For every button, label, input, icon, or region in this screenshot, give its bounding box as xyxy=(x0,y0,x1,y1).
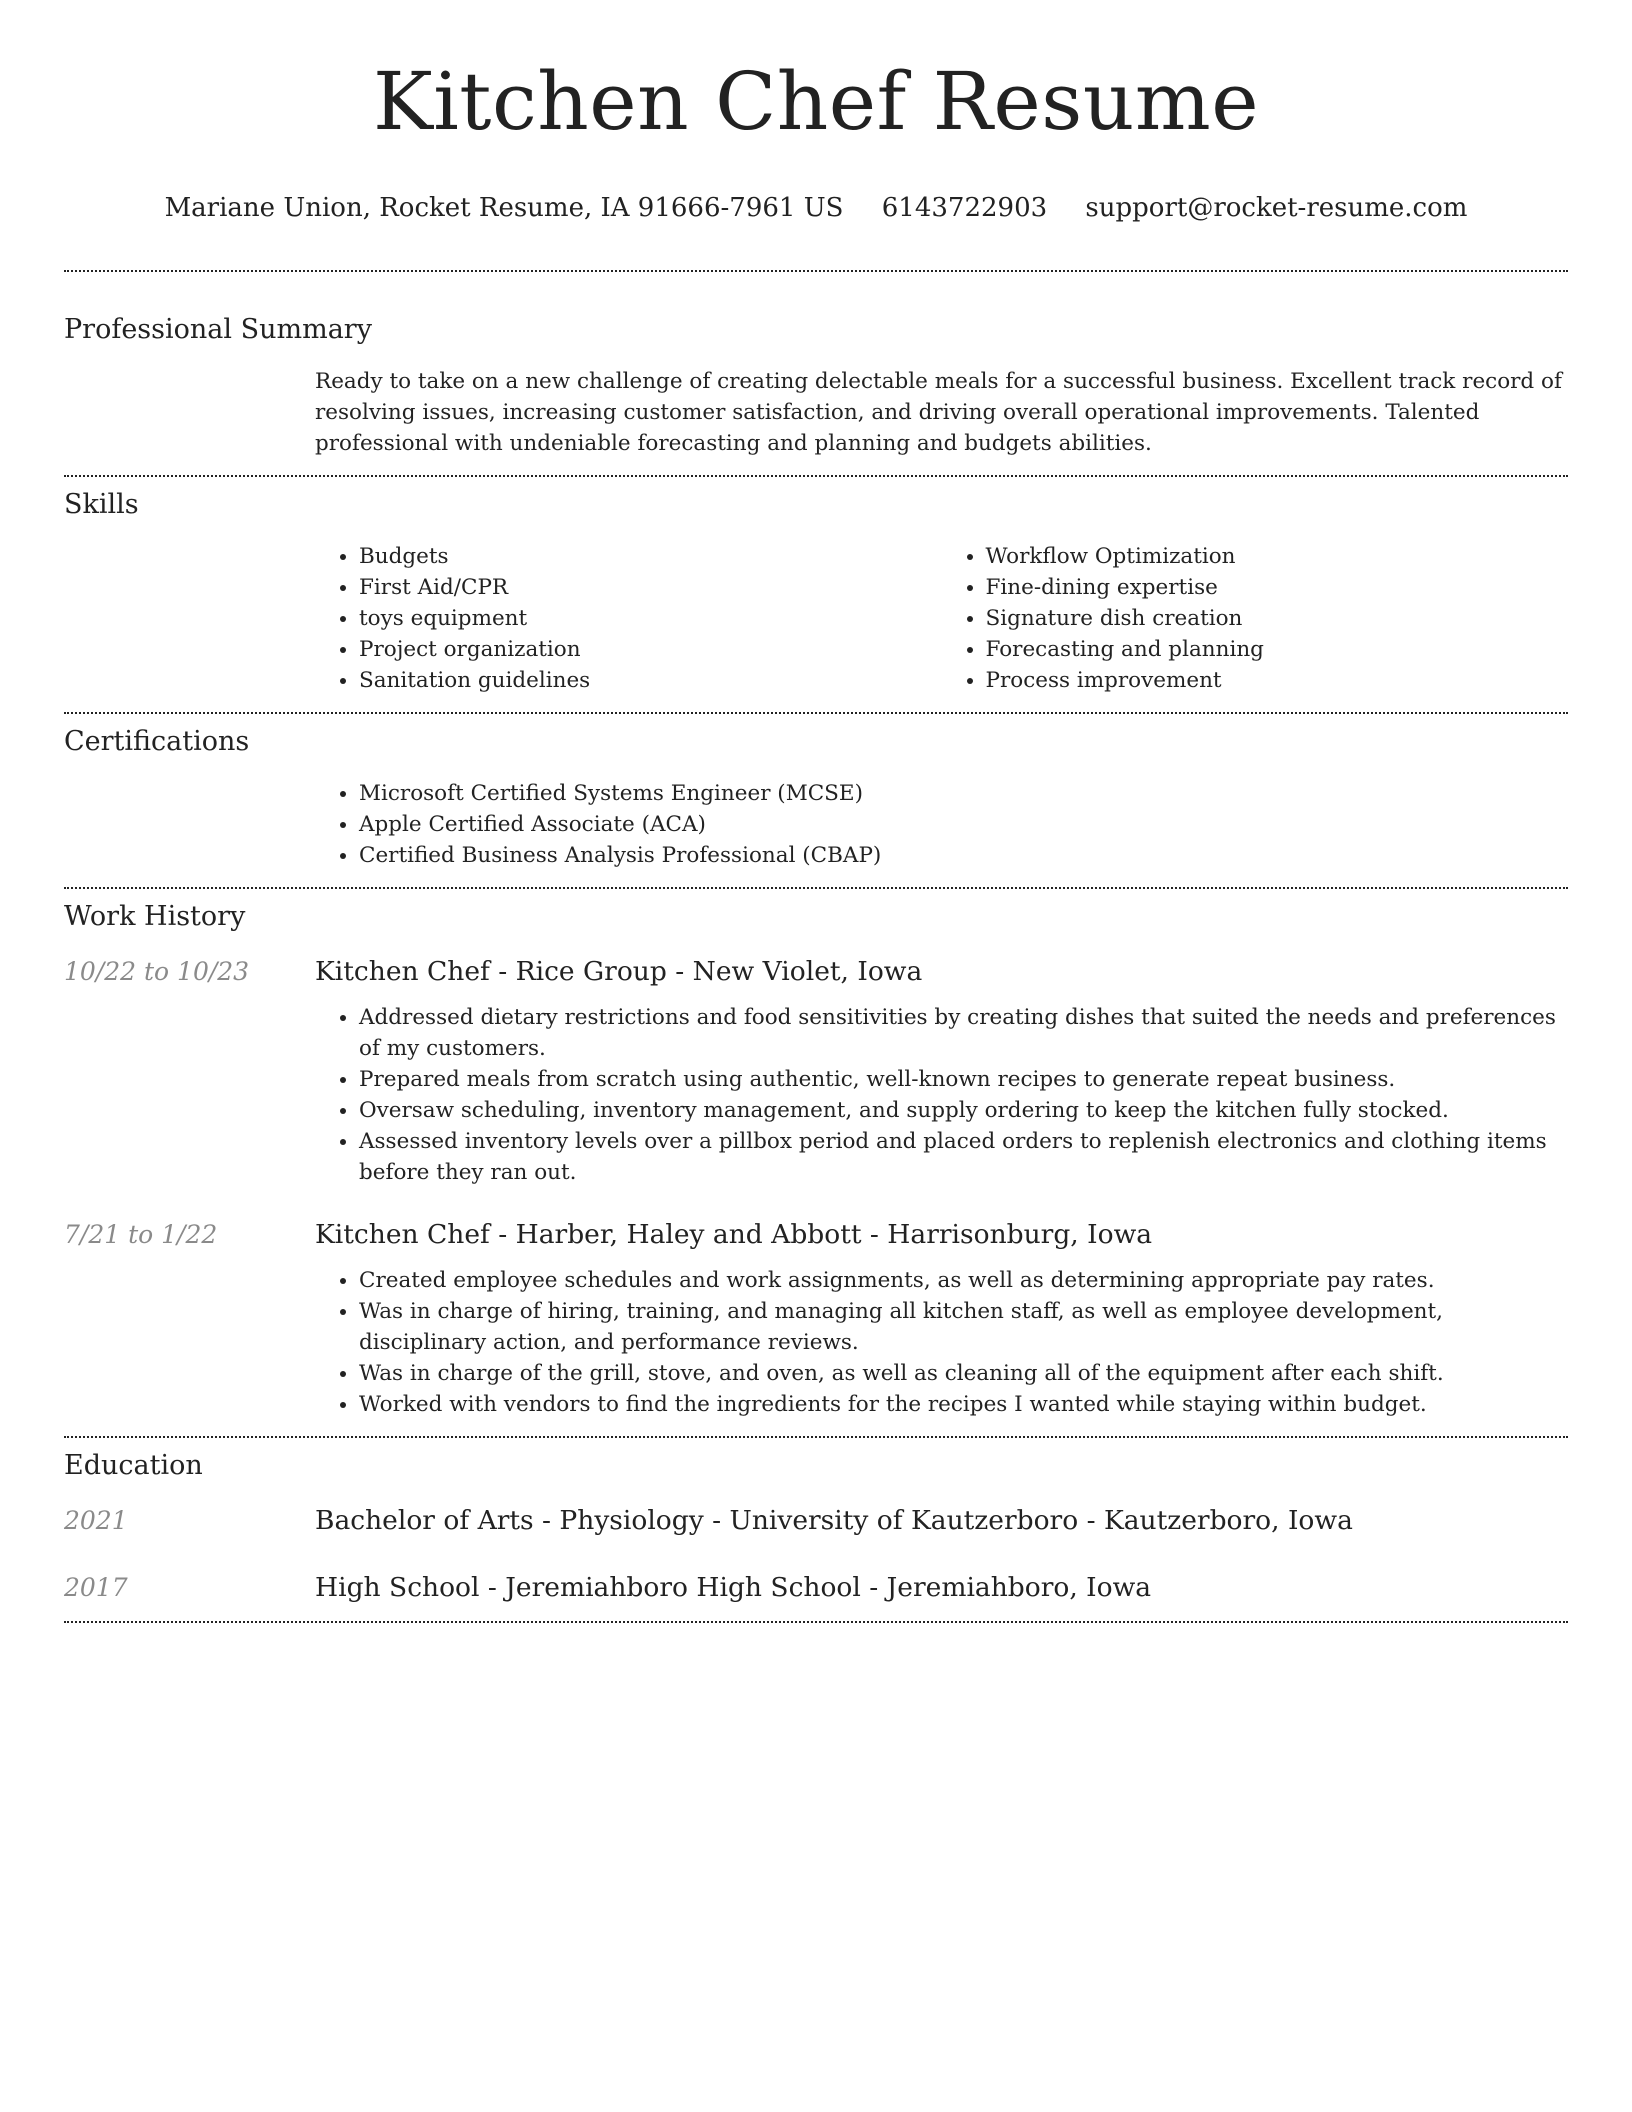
certifications-section xyxy=(64,724,1568,871)
job-bullets xyxy=(315,1002,1568,1188)
certifications-list xyxy=(315,778,1568,871)
job-bullets xyxy=(315,1265,1568,1420)
certification-item: • Apple Certified Associate (ACA) xyxy=(359,809,1568,840)
education-header: Bachelor of Arts - Physiology - University of Kautzerboro - Kautzerboro, Iowa xyxy=(315,1505,1353,1536)
job-bullet: • Assessed inventory levels over a pillbox period and placed orders to replenish electronics and clothing items before they ran out. xyxy=(359,1126,1568,1188)
summary-heading: Professional Summary xyxy=(64,314,372,345)
skills-list-right xyxy=(942,541,1569,696)
job-bullet: • Prepared meals from scratch using authentic, well-known recipes to generate repeat business. xyxy=(359,1064,1568,1095)
skill-item: • Process improvement xyxy=(986,665,1569,696)
skill-item: • Fine-dining expertise xyxy=(986,572,1569,603)
skill-item: • Signature dish creation xyxy=(986,603,1569,634)
contact-line xyxy=(64,190,1568,226)
skills-heading: Skills xyxy=(64,489,139,520)
education-heading: Education xyxy=(64,1450,203,1481)
job-entry xyxy=(64,1218,1568,1252)
job-bullet: • Was in charge of hiring, training, and managing all kitchen staff, as well as employee development, disciplinary action, and performance reviews. xyxy=(359,1296,1568,1358)
skills-list-left xyxy=(315,541,942,696)
job-bullet: • Oversaw scheduling, inventory management, and supply ordering to keep the kitchen fully stocked. xyxy=(359,1095,1568,1126)
education-year: 2017 xyxy=(64,1573,128,1602)
job-bullet: • Was in charge of the grill, stove, and oven, as well as cleaning all of the equipment after each shift. xyxy=(359,1358,1568,1389)
section-divider xyxy=(64,887,1568,889)
skill-item: • Sanitation guidelines xyxy=(359,665,942,696)
skill-item: • Workflow Optimization xyxy=(986,541,1569,572)
summary-section xyxy=(64,312,1568,459)
certification-item: • Certified Business Analysis Professional (CBAP) xyxy=(359,840,1568,871)
education-entry xyxy=(64,1504,1568,1538)
work-history-section xyxy=(64,899,1568,1420)
contact-email: support@rocket-resume.com xyxy=(1085,193,1468,223)
skill-item: • Project organization xyxy=(359,634,942,665)
skill-item: • First Aid/CPR xyxy=(359,572,942,603)
job-bullet: • Created employee schedules and work assignments, as well as determining appropriate pay rates. xyxy=(359,1265,1568,1296)
job-header: Kitchen Chef - Rice Group - New Violet, Iowa xyxy=(315,956,923,987)
section-divider xyxy=(64,270,1568,272)
job-header: Kitchen Chef - Harber, Haley and Abbott - Harrisonburg, Iowa xyxy=(315,1219,1153,1250)
resume-title: Kitchen Chef Resume xyxy=(372,55,1260,148)
education-year: 2021 xyxy=(64,1506,128,1535)
job-dates: 7/21 to 1/22 xyxy=(64,1220,218,1249)
certification-item: • Microsoft Certified Systems Engineer (MCSE) xyxy=(359,778,1568,809)
education-entry xyxy=(64,1571,1568,1605)
job-bullet: • Addressed dietary restrictions and food sensitivities by creating dishes that suited the needs and preferences of my customers. xyxy=(359,1002,1568,1064)
contact-address: Mariane Union, Rocket Resume, IA 91666-7961 US xyxy=(164,193,844,223)
work-history-heading: Work History xyxy=(64,901,246,932)
skill-item: • toys equipment xyxy=(359,603,942,634)
skills-section xyxy=(64,487,1568,696)
certifications-heading: Certifications xyxy=(64,726,250,757)
job-dates: 10/22 to 10/23 xyxy=(64,957,250,986)
education-section xyxy=(64,1448,1568,1605)
education-header: High School - Jeremiahboro High School - Jeremiahboro, Iowa xyxy=(315,1572,1152,1603)
job-bullet: • Worked with vendors to find the ingredients for the recipes I wanted while staying within budget. xyxy=(359,1389,1568,1420)
section-divider xyxy=(64,475,1568,477)
section-divider xyxy=(64,712,1568,714)
section-divider xyxy=(64,1436,1568,1438)
summary-text: Ready to take on a new challenge of creating delectable meals for a successful business. Excellent track record of resolving issues, increasing customer satisfaction, and driving overall operational improvements. Talented professional with undeniable forecasting and planning and budgets abilities. xyxy=(315,369,1562,456)
job-entry xyxy=(64,955,1568,989)
contact-phone: 6143722903 xyxy=(881,193,1048,223)
skill-item: • Budgets xyxy=(359,541,942,572)
section-divider xyxy=(64,1621,1568,1623)
skill-item: • Forecasting and planning xyxy=(986,634,1569,665)
